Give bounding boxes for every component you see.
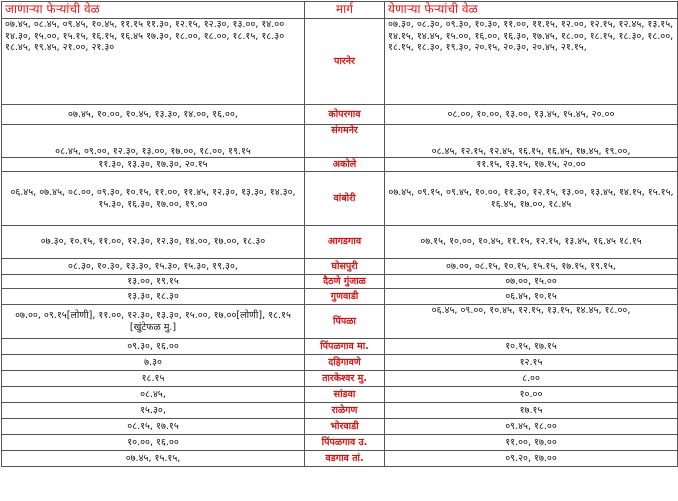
going-times: १८.१५ — [2, 371, 305, 387]
going-times: १३.३०, १८.३० — [2, 289, 305, 305]
table-row — [2, 289, 678, 305]
going-times: १३.००, १९.१५ — [2, 275, 305, 289]
coming-times: ०८.४५, १२.१५, १२.४५, १६.१५, १६.४५, १७.४५, १९.००, — [385, 125, 678, 158]
coming-times: १०.०० — [385, 387, 678, 403]
route-name: तारकेश्वर मु. — [305, 371, 385, 387]
going-times: ०७.४५, १०.००, १०.४५, १३.३०, १४.००, १६.००, — [2, 105, 305, 125]
going-times: ०९.३०, १६.०० — [2, 339, 305, 355]
route-name: पिंपळगाव उ. — [305, 435, 385, 451]
header-coming: येणाऱ्या फेऱ्यांची वेळ — [385, 2, 678, 19]
going-times: ७.३० — [2, 355, 305, 371]
going-times: ०८.४५, — [2, 387, 305, 403]
going-times: ०८.१५, १७.१५ — [2, 419, 305, 435]
coming-times: ०७.३०, ०८.३०, ०९.३०, १०.३०, ११.००, ११.१५, १२.००, १२.१५, १२.४५, १३.१५, १४.१५, १४.४५, १५.००, १६.००, १६.३०, १७.४५, १८.००, १८.१५, १८.३०, १८.००, १८.१५, १८.३०, १९.३०, २०.१५, २०.३०, २०.४५, २१.१५, — [385, 19, 678, 105]
coming-times: ०६.४५, ०९.००, १०.४५, १२.१५, १३.१५, १४.४५, १८.००, — [385, 305, 678, 339]
table-row — [2, 305, 678, 339]
table-row — [2, 435, 678, 451]
going-times: ०६.४५, ०७.४५, ०८.००, ०९.३०, १०.१५, ११.००, ११.४५, १२.३०, १३.३०, १४.३०, १५.३०, १६.३०, १७.००, १९.०० — [2, 172, 305, 226]
coming-times: ०९.२०, १७.०० — [385, 451, 678, 467]
route-name: राळेगण — [305, 403, 385, 419]
table-row — [2, 371, 678, 387]
route-name: पारनेर — [305, 19, 385, 105]
route-name: पिंपळा — [305, 305, 385, 339]
header-going: जाणाऱ्या फेऱ्यांची वेळ — [2, 2, 305, 19]
coming-times: ०९.४५, १८.०० — [385, 419, 678, 435]
going-times: ०८.३०, १०.३०, १३.३०, १५.३०, १५.३०, १९.३०, — [2, 259, 305, 275]
route-name: भोरवाडी — [305, 419, 385, 435]
going-times: १५.३०, — [2, 403, 305, 419]
going-times: ११.३०, १३.३०, १७.३०, २०.१५ — [2, 158, 305, 172]
going-times: ०८.४५, ०९.००, १२.३०, १३.००, १७.००, १८.००, १९.१५ — [2, 125, 305, 158]
route-name: घोसपुरी — [305, 259, 385, 275]
route-name: वांबोरी — [305, 172, 385, 226]
going-times: ०७.००, ०९.१५[लोणी], ११.००, १२.३०, १३.३०, १५.००, १७.००[लोणी], १८.१५ [खुंटेफळ मु.] — [2, 305, 305, 339]
going-times: ०७.४५, ०८.४५, ०९.४५, १०.४५, ११.१५ ११.३०, १२.१५, १२.३०, १३.००, १४.०० १४.३०, १५.००, १५.१५, १६.१५, १६.४५ १७.३०, १८.००, १८.००, १८.१५, १८.३० १८.४५, १९.४५, २१.००, २१.३० — [2, 19, 305, 105]
table-row — [2, 172, 678, 226]
coming-times: ०७.१५, १०.००, १०.४५, ११.१५, १२.१५, १३.४५, १६.४५ १८.१५ — [385, 226, 678, 259]
table-row — [2, 125, 678, 158]
route-name: कोपरगाव — [305, 105, 385, 125]
table-row — [2, 19, 678, 105]
table-row — [2, 419, 678, 435]
bus-schedule-table — [1, 1, 678, 467]
coming-times: ०७.००, ०८.१५, १०.१५, १५.१५, १७.१५, १९.१५, — [385, 259, 678, 275]
coming-times: ११.१५, १३.१५, १७.१५, २०.०० — [385, 158, 678, 172]
table-row — [2, 403, 678, 419]
table-row — [2, 259, 678, 275]
coming-times: ०७.४५, ०९.१५, ०९.४५, १०.००, ११.३०, १२.१५, १३.००, १३.४५, १४.१५, १५.१५, १६.४५, १७.००, १८.४५ — [385, 172, 678, 226]
coming-times: ११.००, १७.०० — [385, 435, 678, 451]
coming-times: १०.१५, १७.१५ — [385, 339, 678, 355]
route-name: दहिगावणे — [305, 355, 385, 371]
route-name: अकोले — [305, 158, 385, 172]
route-name: आगडगाव — [305, 226, 385, 259]
header-route: मार्ग — [305, 2, 385, 19]
going-times: १०.००, १६.०० — [2, 435, 305, 451]
coming-times: ०६.४५, १०.१५ — [385, 289, 678, 305]
table-row — [2, 355, 678, 371]
route-name: सांडवा — [305, 387, 385, 403]
route-name: संगमनेर — [305, 125, 385, 158]
table-row — [2, 451, 678, 467]
table-row — [2, 158, 678, 172]
table-row — [2, 339, 678, 355]
table-row — [2, 105, 678, 125]
going-times: ०७.३०, १०.१५, ११.००, १२.३०, १२.३०, १४.००, १७.००, १८.३० — [2, 226, 305, 259]
table-row — [2, 387, 678, 403]
route-name: गुणवाडी — [305, 289, 385, 305]
coming-times: १२.१५ — [385, 355, 678, 371]
coming-times: ०७.००, १५.०० — [385, 275, 678, 289]
coming-times: ०८.००, १०.००, १३.००, १३.४५, १५.४५, २०.०० — [385, 105, 678, 125]
route-name: वडगाव तां. — [305, 451, 385, 467]
route-name: पिंपळगाव मा. — [305, 339, 385, 355]
table-row — [2, 226, 678, 259]
header-row — [2, 2, 678, 19]
route-name: दैठणे गुंजाळ — [305, 275, 385, 289]
going-times: ०७.४५, १५.१५, — [2, 451, 305, 467]
coming-times: १७.१५ — [385, 403, 678, 419]
table-row — [2, 275, 678, 289]
coming-times: ८.०० — [385, 371, 678, 387]
